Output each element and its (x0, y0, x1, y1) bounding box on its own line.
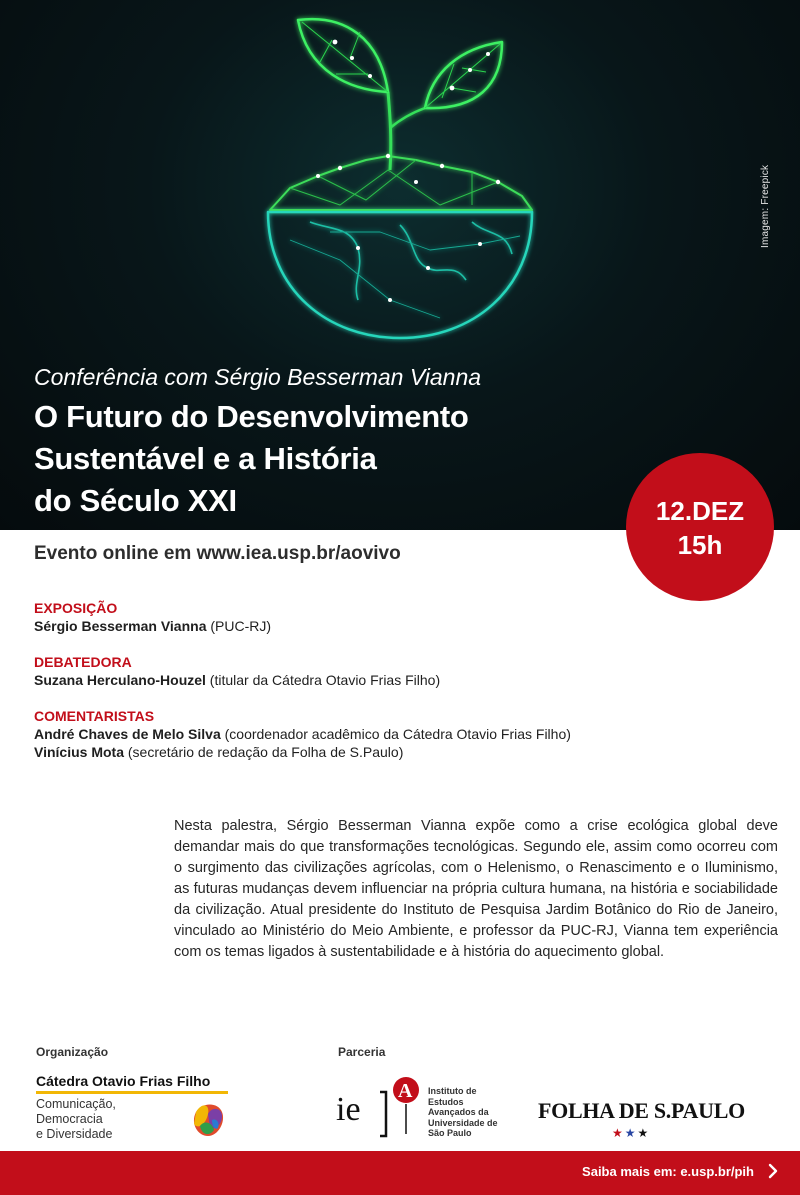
iea-mark-letters: ie (336, 1091, 361, 1128)
section-comentaristas (34, 707, 654, 761)
speaker-sections (34, 599, 654, 779)
title-line: Sustentável e a História (34, 441, 377, 476)
event-date: 12.DEZ (655, 496, 745, 526)
person-role: (titular da Cátedra Otavio Frias Filho) (205, 672, 441, 688)
event-subtitle: Conferência com Sérgio Besserman Vianna (34, 364, 482, 390)
event-title (34, 396, 624, 522)
online-event-link[interactable]: Evento online em www.iea.usp.br/aovivo (34, 543, 401, 564)
person-line (34, 617, 654, 635)
person-role: (secretário de redação da Folha de S.Paulo) (123, 744, 404, 760)
partnership-label: Parceria (338, 1045, 386, 1059)
catedra-emblem-icon (188, 1100, 228, 1140)
catedra-logo-title[interactable]: Cátedra Otavio Frias Filho (36, 1073, 211, 1089)
iea-text-line: Avançados da (428, 1107, 489, 1117)
chevron-right-icon[interactable] (764, 1161, 782, 1181)
plant-globe-icon (240, 0, 560, 345)
hero-banner (0, 0, 800, 530)
catedra-logo-bar (36, 1091, 228, 1094)
catedra-logo-subtitle (36, 1097, 116, 1142)
iea-text-line: São Paulo (428, 1128, 472, 1138)
person-line (34, 671, 654, 689)
section-heading: DEBATEDORA (34, 654, 132, 670)
event-time: 15h (677, 530, 723, 560)
person-name: Suzana Herculano-Houzel (34, 672, 206, 688)
person-line (34, 725, 654, 743)
bottom-bar (0, 1151, 800, 1195)
person-name: André Chaves de Melo Silva (34, 726, 221, 742)
person-role: (coordenador acadêmico da Cátedra Otavio Frias Filho) (220, 726, 571, 742)
person-name: Vinícius Mota (34, 744, 124, 760)
catedra-subtitle-line: Comunicação, (36, 1097, 116, 1111)
catedra-subtitle-line: e Diversidade (36, 1127, 113, 1141)
section-heading: COMENTARISTAS (34, 708, 155, 724)
title-line: O Futuro do Desenvolvimento (34, 399, 469, 434)
section-heading: EXPOSIÇÃO (34, 600, 118, 616)
date-badge (626, 453, 774, 601)
section-debatedora (34, 653, 654, 689)
title-line: do Século XXI (34, 483, 237, 518)
person-name: Sérgio Besserman Vianna (34, 618, 207, 634)
iea-mark-a: A (398, 1080, 413, 1102)
section-exposicao (34, 599, 654, 635)
image-credit: Imagem: Freepick (760, 164, 771, 248)
folha-logo[interactable]: FOLHA DE S.PAULO (538, 1098, 745, 1123)
iea-text-line: Estudos (428, 1096, 464, 1107)
iea-text-line: Universidade de (428, 1117, 498, 1128)
iea-text-line: Instituto de (428, 1086, 477, 1096)
folha-stars-icon: ★★★ (612, 1126, 651, 1140)
person-line (34, 743, 654, 761)
more-info-link[interactable]: Saiba mais em: e.usp.br/pih (582, 1164, 754, 1179)
event-description: Nesta palestra, Sérgio Besserman Vianna expõe como a crise ecológica global deve demandar mais do que transformações tecnológicas. Segundo ele, assim como ocorreu com o surgimento das civilizações agrícolas, com o Helenismo, o Renascimento e o Iluminismo, as futuras mudanças devem influenciar na própria cultura humana, na história e sociabilidade da civilização. Atual presidente do Instituto de Pesquisa Jardim Botânico do Rio de Janeiro, vinculado ao Ministério do Meio Ambiente, e professor da PUC-RJ, Vianna tem experiência com os temas ligados à sustentabilidade e à história do aquecimento global. (174, 818, 778, 960)
catedra-subtitle-line: Democracia (36, 1112, 103, 1126)
iea-logo-text (428, 1086, 498, 1139)
organization-label: Organização (36, 1045, 109, 1059)
person-role: (PUC-RJ) (206, 618, 272, 634)
